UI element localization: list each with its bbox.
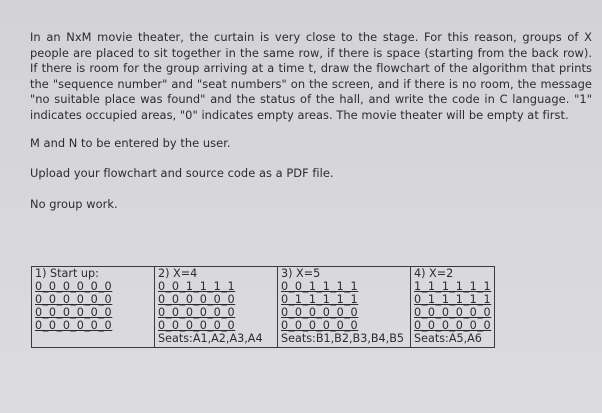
state-header: 4) X=2 [414,267,454,280]
seat-row: 0_1_1_1_1_1 [281,292,359,306]
seat-row: 0_0_0_0_0_0 [35,279,113,293]
state-cell-x4 [155,267,278,348]
states-row [32,267,495,348]
seat-row: 0_0_0_0_0_0 [35,292,113,306]
state-cell-startup [32,267,155,348]
state-header: 3) X=5 [281,267,321,280]
seat-row: 0_1_1_1_1_1 [414,292,492,306]
seat-row: 0_0_1_1_1_1 [158,279,236,293]
seat-row: 0_0_0_0_0_0 [414,305,492,319]
seat-row: 0_0_0_0_0_0 [414,318,492,332]
problem-description: In an NxM movie theater, the curtain is very close to the stage. For this reason, groups of X people are placed to sit together in the same row, if there is space (starting from the back row). If there is room for the group arriving at a time t, draw the flowchart of the algorithm that prints the "sequence number" and "seat numbers" on the screen, and if there is no room, the message "no suitable place was found" and the status of the hall, and write the code in C language. "1" indicates occupied areas, "0" indicates empty areas. The movie theater will be empty at first. [30,30,592,122]
assignment-text [30,30,595,212]
upload-note: Upload your flowchart and source code as a PDF file. [30,166,334,181]
assigned-seats: Seats:A1,A2,A3,A4 [158,331,263,345]
seat-row: 0_0_0_0_0_0 [281,305,359,319]
input-note: M and N to be entered by the user. [30,135,231,150]
state-header: 2) X=4 [158,267,198,280]
assigned-seats: Seats:A5,A6 [414,331,482,345]
seat-row: 0_0_0_0_0_0 [158,305,236,319]
state-cell-x2 [411,267,495,348]
seat-row: 1_1_1_1_1_1 [414,279,492,293]
seat-row: 0_0_0_0_0_0 [35,305,113,319]
hall-states-table [31,266,495,348]
state-cell-x5 [278,267,411,348]
state-header: 1) Start up: [35,267,99,280]
seat-row: 0_0_0_0_0_0 [158,318,236,332]
seat-row: 0_0_0_0_0_0 [281,318,359,332]
assigned-seats: Seats:B1,B2,B3,B4,B5 [281,331,405,345]
cell-spacer [35,333,151,346]
seat-row: 0_0_0_0_0_0 [35,318,113,332]
seat-row: 0_0_0_0_0_0 [158,292,236,306]
group-note: No group work. [30,196,118,211]
seat-row: 0_0_1_1_1_1 [281,279,359,293]
